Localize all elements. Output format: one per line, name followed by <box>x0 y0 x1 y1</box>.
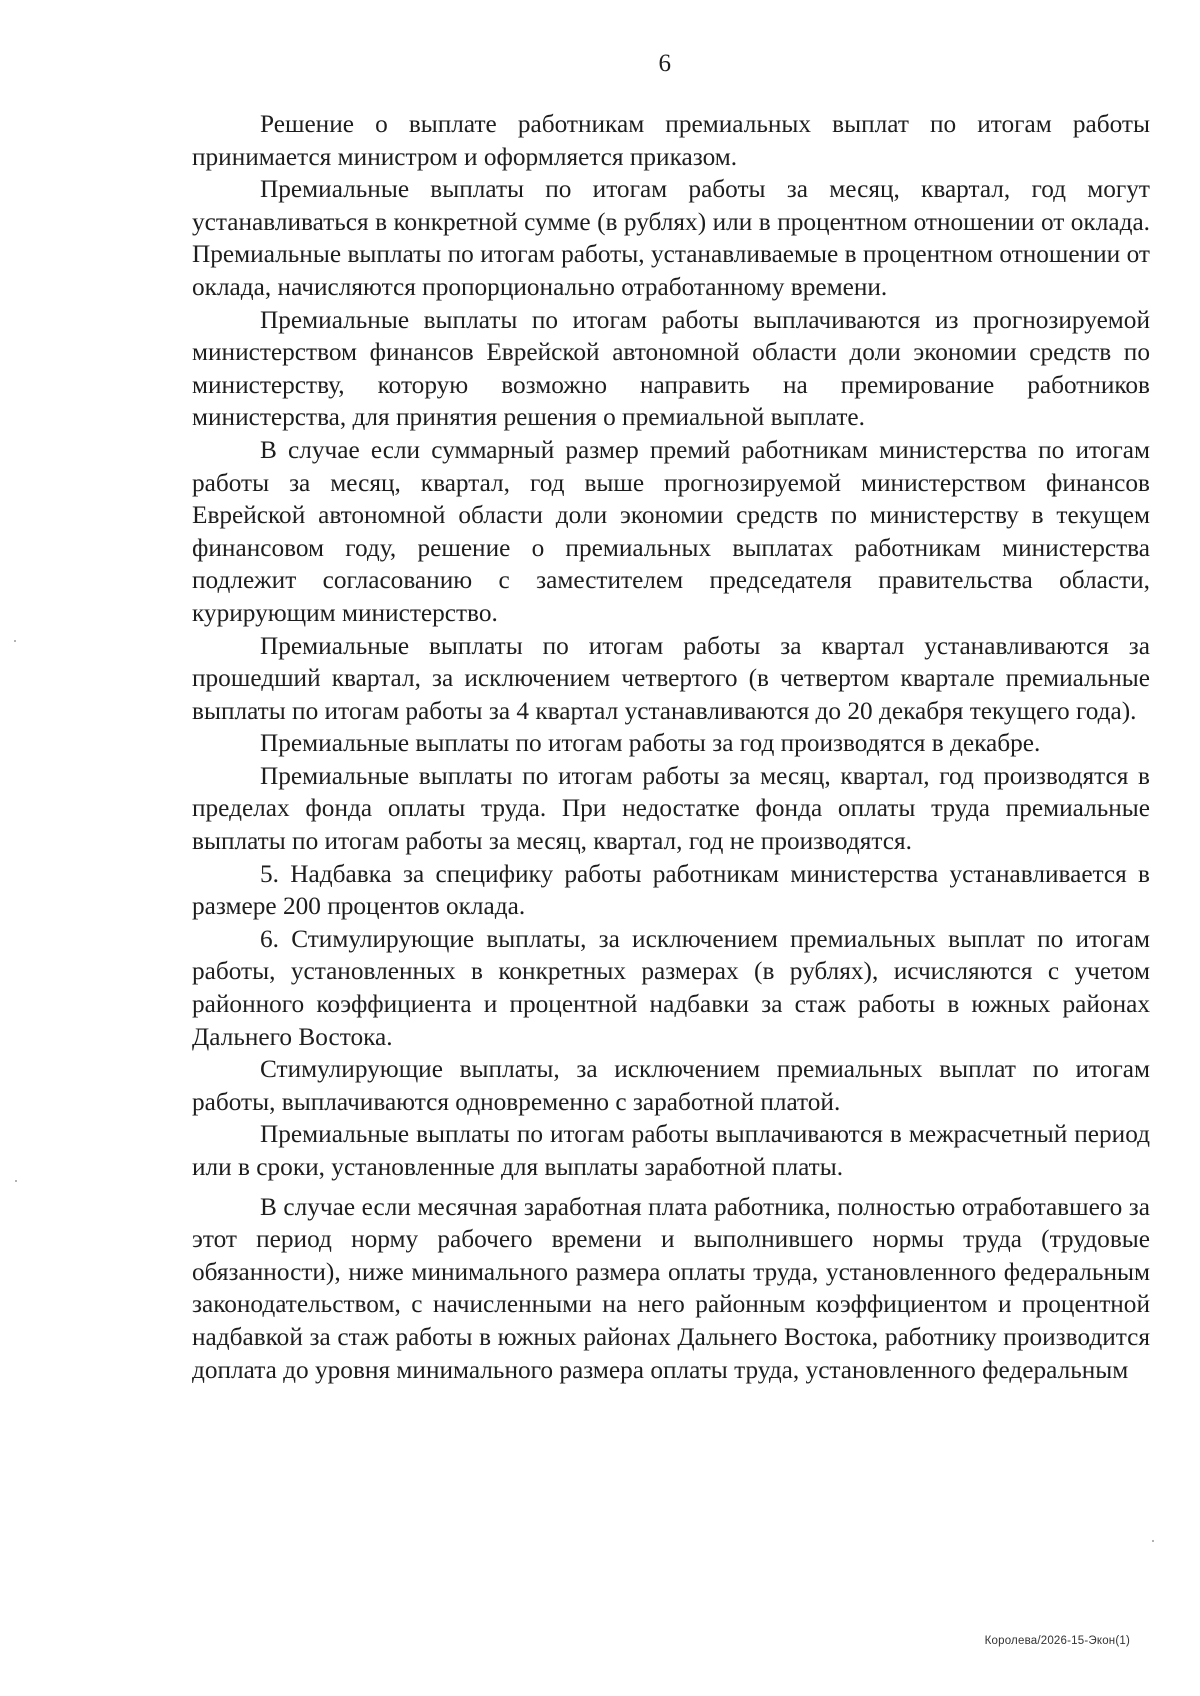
scan-speck <box>1152 1540 1154 1542</box>
paragraph: Премиальные выплаты по итогам работы за месяц, квартал, год могут устанавливаться в конкретной сумме (в рублях) или в процентном отношении от оклада. Премиальные выплаты по итогам работы, устанавливаемые в процентном отношении от оклада, начисляются пропорционально отработанному времени. <box>192 175 1150 301</box>
paragraph: 5. Надбавка за специфику работы работникам министерства устанавливается в размере 200 процентов оклада. <box>192 859 1150 921</box>
scan-speck <box>14 640 16 642</box>
paragraph: Стимулирующие выплаты, за исключением премиальных выплат по итогам работы, выплачиваются одновременно с заработной платой. <box>192 1055 1150 1116</box>
paragraph: Премиальные выплаты по итогам работы за месяц, квартал, год производятся в пределах фонда оплаты труда. При недостатке фонда оплаты труда премиальные выплаты по итогам работы за месяц, квартал, год не производятся. <box>192 761 1150 856</box>
document-registration-code: Королева/2026-15-Экон(1) <box>984 1635 1130 1647</box>
paragraph: 6. Стимулирующие выплаты, за исключением премиальных выплат по итогам работы, установленных в конкретных размерах (в рублях), исчисляются с учетом районного коэффициента и процентной надбавки за стаж работы в южных районах Дальнего Востока. <box>192 924 1150 1051</box>
scan-speck <box>15 1180 17 1182</box>
document-body <box>192 108 1150 1386</box>
paragraph: Решение о выплате работникам премиальных выплат по итогам работы принимается министром и оформляется приказом. <box>192 110 1150 171</box>
page-number: 6 <box>658 50 672 77</box>
paragraph: Премиальные выплаты по итогам работы выплачиваются из прогнозируемой министерством финансов Еврейской автономной области доли экономии средств по министерству, которую возможно направить на премирование работников министерства, для принятия решения о премиальной выплате. <box>192 305 1150 432</box>
paragraph: В случае если месячная заработная плата работника, полностью отработавшего за этот период норму рабочего времени и выполнившего нормы труда (трудовые обязанности), ниже минимального размера оплаты труда, установленного федеральным законодательством, с начисленными на него районным коэффициентом и процентной надбавкой за стаж работы в южных районах Дальнего Востока, работнику производится доплата до уровня минимального размера оплаты труда, установленного федеральным <box>192 1192 1150 1384</box>
paragraph: Премиальные выплаты по итогам работы выплачиваются в межрасчетный период или в сроки, установленные для выплаты заработной платы. <box>192 1120 1150 1181</box>
paragraph: В случае если суммарный размер премий работникам министерства по итогам работы за месяц, квартал, год выше прогнозируемой министерством финансов Еврейской автономной области доли экономии средств по министерству в текущем финансовом году, решение о премиальных выплатах работникам министерства подлежит согласованию с заместителем председателя правительства области, курирующим министерство. <box>192 435 1150 627</box>
paragraph: Премиальные выплаты по итогам работы за квартал устанавливаются за прошедший квартал, за исключением четвертого (в четвертом квартале премиальные выплаты по итогам работы за 4 квартал устанавливаются до 20 декабря текущего года). <box>192 631 1150 725</box>
paragraph: Премиальные выплаты по итогам работы за год производятся в декабре. <box>260 729 1041 758</box>
